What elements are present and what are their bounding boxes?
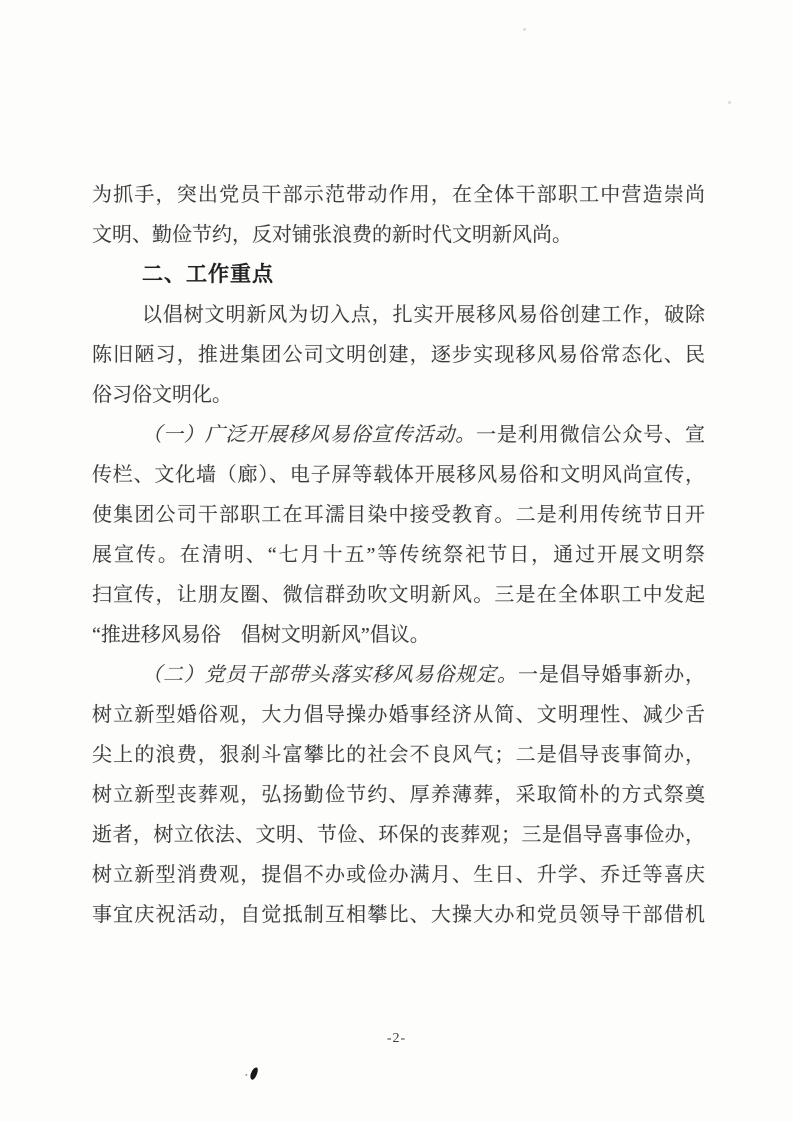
text-line: 树立新型消费观，提倡不办或俭办满月、生日、升学、乔迁等喜庆 — [92, 864, 705, 886]
page-number: -2- — [386, 1031, 407, 1046]
text-line: 扫宣传，让朋友圈、微信群劲吹文明新风。三是在全体职工中发起 — [92, 584, 705, 606]
text-line: 传栏、文化墙（廊）、电子屏等载体开展移风易俗和文明风尚宣传， — [92, 464, 705, 486]
text-run: 一是利用微信公众号、宣 — [476, 424, 706, 446]
text-line: 使集团公司干部职工在耳濡目染中接受教育。二是利用传统节日开 — [92, 504, 705, 526]
text-line: 逝者，树立依法、文明、节俭、环保的丧葬观；三是倡导喜事俭办， — [92, 824, 705, 846]
scan-noise-dot — [523, 28, 526, 31]
text-line — [92, 415, 705, 455]
text-line — [92, 655, 705, 695]
text-line: 文明、勤俭节约，反对铺张浪费的新时代文明新风尚。 — [92, 224, 572, 246]
text-line: 树立新型丧葬观，弘扬勤俭节约、厚养薄葬，采取简朴的方式祭奠 — [92, 784, 705, 806]
subsection-lead: （二）党员干部带头落实移风易俗规定。 — [142, 664, 518, 686]
scan-noise-dot — [728, 101, 731, 104]
text-line: 为抓手，突出党员干部示范带动作用，在全体干部职工中营造崇尚 — [92, 184, 705, 206]
text-line: 树立新型婚俗观，大力倡导操办婚事经济从简、文明理性、减少舌 — [92, 704, 705, 726]
text-line: 尖上的浪费，狠刹斗富攀比的社会不良风气；二是倡导丧事简办， — [92, 744, 705, 766]
text-line: 陈旧陋习，推进集团公司文明创建，逐步实现移风易俗常态化、民 — [92, 344, 705, 366]
text-line: 以倡树文明新风为切入点，扎实开展移风易俗创建工作，破除 — [142, 304, 705, 326]
text-line: “推进移风易俗 倡树文明新风”倡议。 — [92, 624, 430, 646]
ink-speck — [249, 1066, 258, 1080]
document-body — [92, 175, 705, 935]
text-line: 展宣传。在清明、“七月十五”等传统祭祀节日，通过开展文明祭 — [92, 544, 705, 566]
text-line: 俗习俗文明化。 — [92, 384, 232, 406]
subsection-lead: （一）广泛开展移风易俗宣传活动。 — [142, 424, 477, 446]
text-run: 一是倡导婚事新办， — [517, 664, 706, 686]
text-line: 事宜庆祝活动，自觉抵制互相攀比、大操大办和党员领导干部借机 — [92, 904, 705, 926]
section-heading: 二、工作重点 — [142, 263, 274, 286]
